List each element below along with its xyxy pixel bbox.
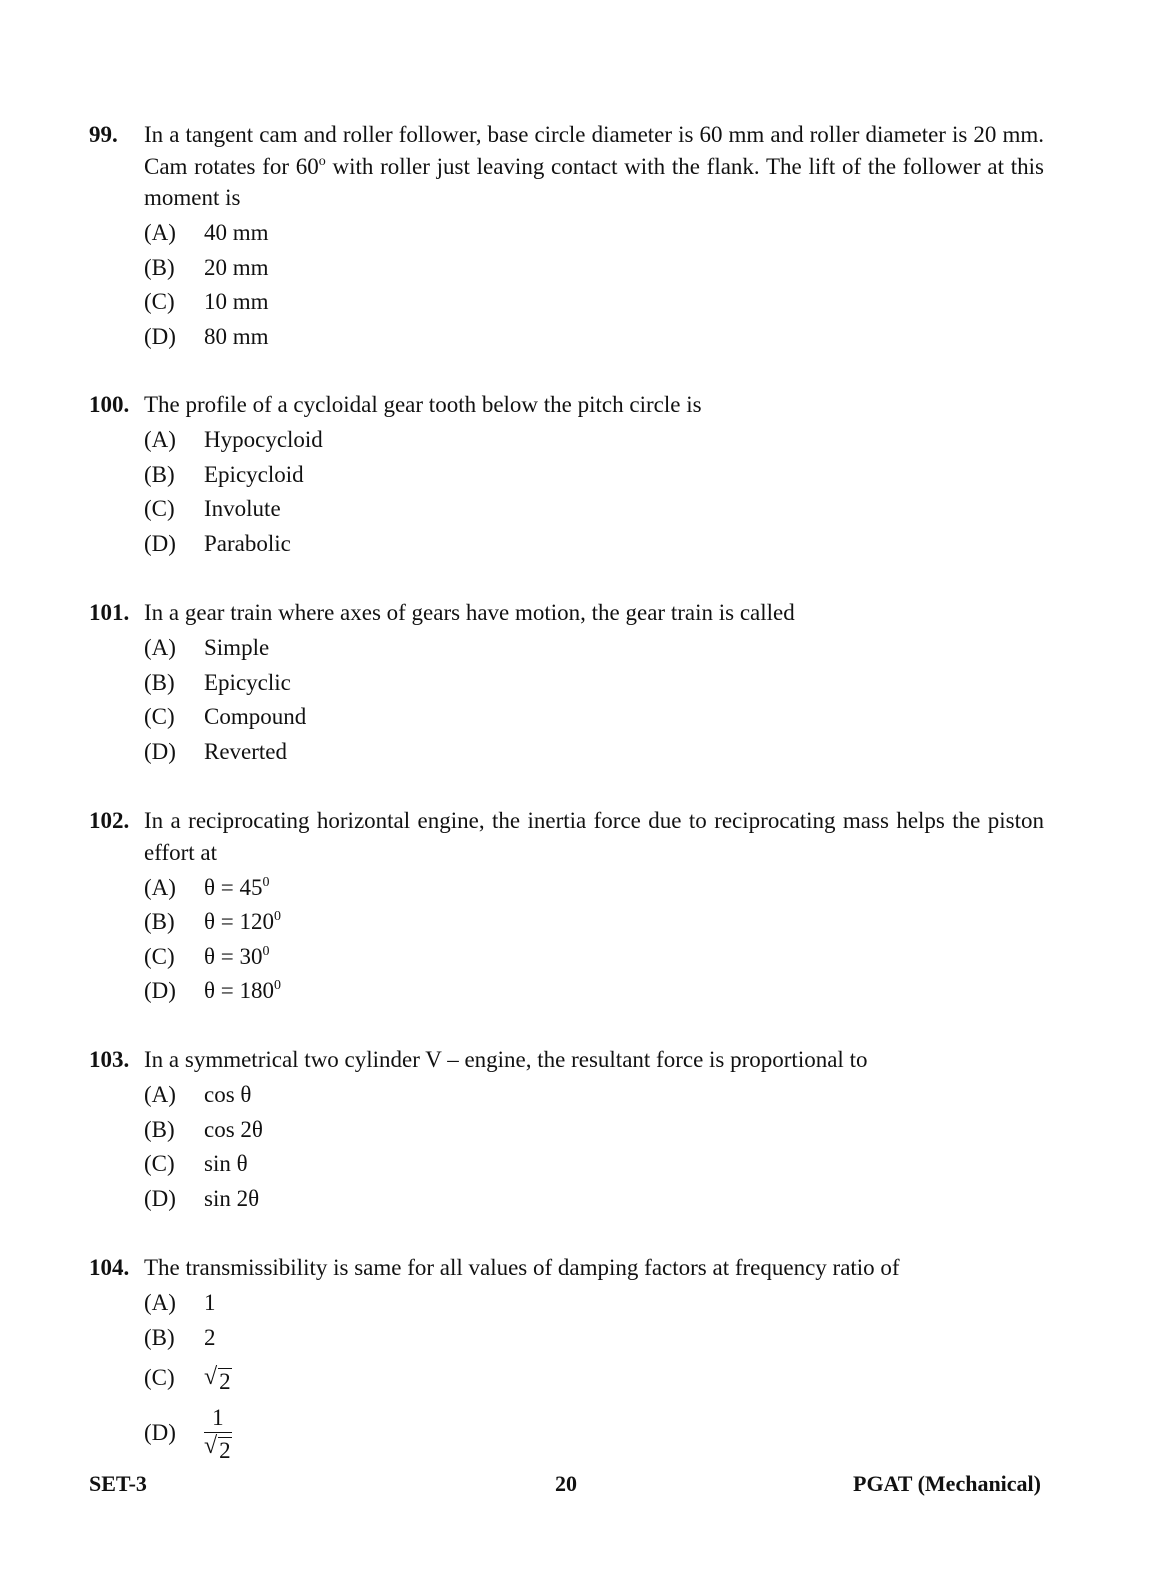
option-label: (D) [144,1185,176,1211]
option-c [144,700,1044,735]
option-c [144,939,1044,974]
option-d [144,734,1044,769]
option-a [144,423,1044,458]
question-number: 104. [89,1255,130,1280]
option-value: Epicycloid [204,461,304,487]
option-label: (C) [144,943,175,969]
question-100 [89,389,1044,561]
option-a [144,216,1044,251]
question-text-part: with roller just leaving contact with the flank. The lift of the follower at this moment is [144,153,1044,210]
option-label: (A) [144,1290,176,1316]
fraction-denominator [204,1432,232,1463]
degree-superscript: 0 [274,978,281,994]
question-number: 100. [89,392,130,417]
options-list [144,216,1044,354]
square-root [204,1434,232,1463]
question-text: The profile of a cycloidal gear tooth below the pitch circle is [144,392,702,417]
option-value: cos θ [204,1082,252,1108]
footer-exam-title: PGAT (Mechanical) [853,1471,1041,1496]
angle-expression: θ = 120 [204,909,274,935]
option-c [144,285,1044,320]
option-c [144,1355,1044,1401]
degree-superscript: 0 [274,909,281,925]
option-label: (A) [144,1082,176,1108]
options-list [144,423,1044,561]
option-label: (A) [144,220,176,246]
option-a [144,1078,1044,1113]
option-a [144,870,1044,905]
option-d [144,1181,1044,1216]
fraction-numerator: 1 [212,1405,224,1431]
options-list [144,1286,1044,1465]
option-value [204,1402,232,1463]
option-label: (C) [144,1364,175,1390]
option-b [144,250,1044,285]
question-99 [89,119,1044,354]
option-label: (B) [144,254,175,280]
degree-superscript: 0 [262,874,270,890]
angle-expression: θ = 30 [204,943,263,969]
option-value: Involute [204,496,281,522]
footer-page-number: 20 [555,1471,577,1496]
question-number: 101. [89,600,130,625]
option-value [204,941,270,973]
option-value: 2 [204,1324,216,1350]
option-label: (C) [144,496,175,522]
option-value [204,1361,232,1394]
option-value: sin θ [204,1151,248,1177]
option-d [144,319,1044,354]
option-label: (B) [144,669,175,695]
question-text: The transmissibility is same for all values of damping factors at frequency ratio of [144,1255,900,1280]
option-value: Simple [204,635,270,661]
footer-set-label: SET-3 [89,1471,147,1496]
option-b [144,1320,1044,1355]
radicand: 2 [219,1437,231,1463]
option-d [144,1401,1044,1465]
radicand: 2 [219,1369,231,1395]
option-value: 10 mm [204,289,269,315]
square-root [204,1365,232,1394]
option-label: (C) [144,704,175,730]
option-label: (C) [144,289,175,315]
degree-superscript: o [318,153,326,169]
question-102 [89,805,1044,1008]
option-label: (D) [144,978,176,1004]
options-list [144,631,1044,769]
option-d [144,974,1044,1009]
option-label: (C) [144,1151,175,1177]
option-label: (B) [144,1116,175,1142]
option-label: (D) [144,530,176,556]
question-text [144,119,1044,214]
option-b [144,665,1044,700]
option-b [144,1112,1044,1147]
option-value: Epicyclic [204,669,291,695]
question-103 [89,1044,1044,1216]
option-a [144,1286,1044,1321]
question-101 [89,597,1044,769]
option-label: (D) [144,323,176,349]
option-value: Parabolic [204,530,291,556]
option-value: 80 mm [204,323,269,349]
option-label: (B) [144,461,175,487]
radical-sign: √ [204,1364,218,1391]
question-text: In a gear train where axes of gears have motion, the gear train is called [144,600,795,625]
option-value: 1 [204,1290,216,1316]
option-value: Reverted [204,738,288,764]
option-c [144,492,1044,527]
option-value: Compound [204,704,307,730]
option-label: (A) [144,635,176,661]
option-value: 40 mm [204,220,269,246]
question-number: 102. [89,808,130,833]
option-value: sin 2θ [204,1185,260,1211]
question-text: In a symmetrical two cylinder V – engine, the resultant force is proportional to [144,1047,868,1072]
option-label: (A) [144,874,176,900]
option-label: (B) [144,1324,175,1350]
angle-expression: θ = 180 [204,978,274,1004]
question-number: 103. [89,1047,130,1072]
option-value: cos 2θ [204,1116,263,1142]
option-d [144,526,1044,561]
option-b [144,905,1044,940]
angle-expression: θ = 45 [204,874,263,900]
option-label: (B) [144,909,175,935]
question-text: In a reciprocating horizontal engine, the inertia force due to reciprocating mass helps the piston effort at [144,808,1044,865]
option-value: Hypocycloid [204,427,323,453]
option-value [204,872,270,904]
option-value: 20 mm [204,254,269,280]
option-b [144,457,1044,492]
option-value [204,975,281,1007]
option-value [204,906,281,938]
option-c [144,1147,1044,1182]
option-label: (A) [144,427,176,453]
degree-superscript: 0 [262,943,270,959]
fraction [204,1405,232,1463]
option-label: (D) [144,1419,176,1445]
options-list [144,1078,1044,1216]
question-text-part: In a tangent cam and roller follower, base circle diameter is 60 mm and roller diameter is 20 mm. Cam rotates for 60 [144,122,1044,179]
radical-sign: √ [204,1432,218,1459]
option-a [144,631,1044,666]
option-label: (D) [144,738,176,764]
question-104 [89,1252,1044,1465]
question-number: 99. [89,122,118,147]
options-list [144,870,1044,1008]
